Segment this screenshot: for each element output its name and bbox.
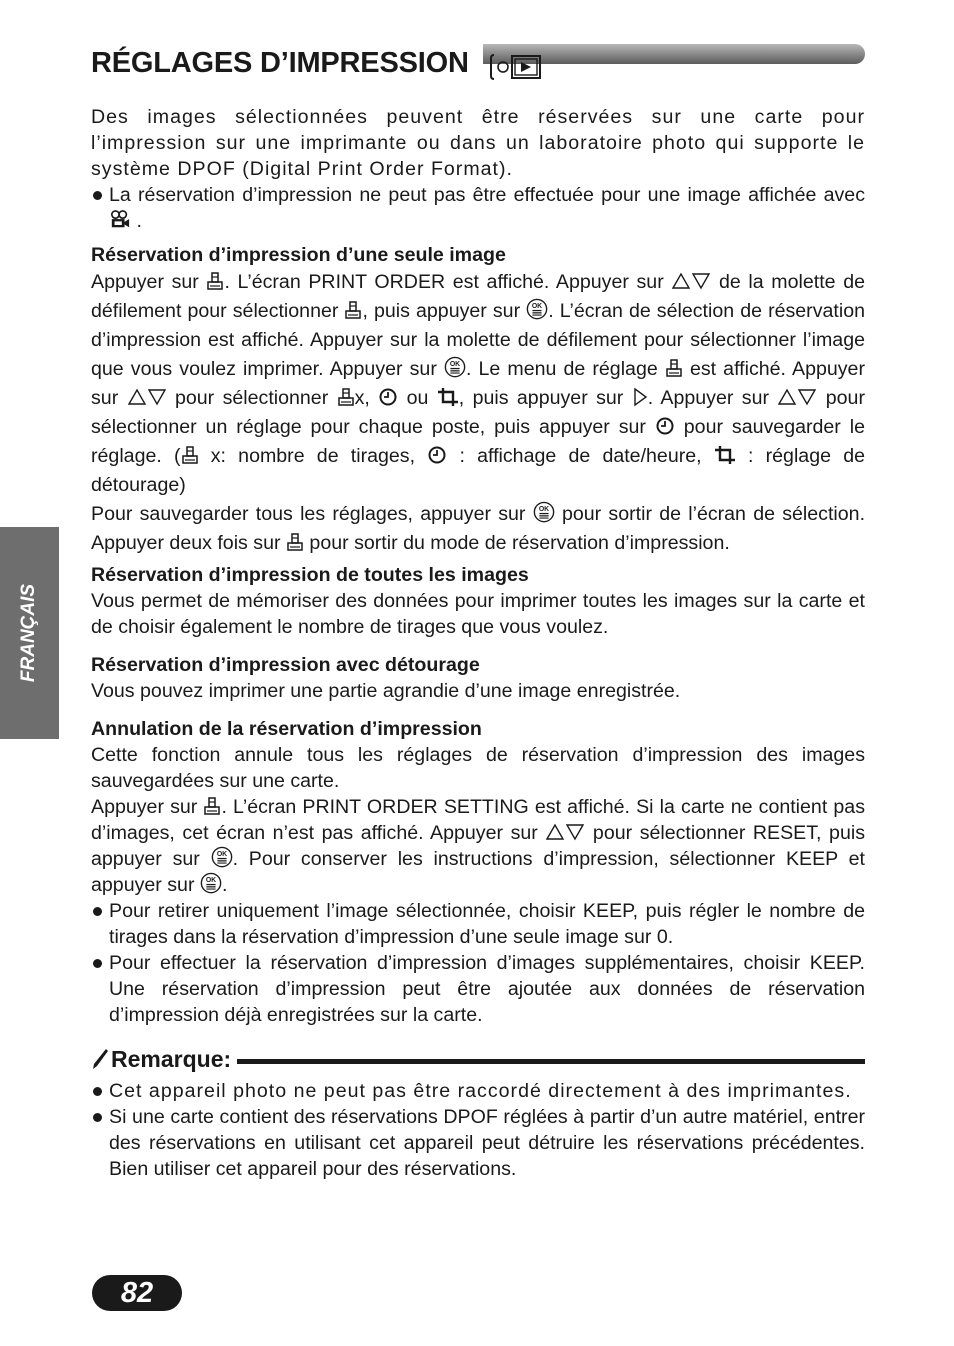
playback-mode-icon [490,53,542,81]
all-paragraph: Vous permet de mémoriser des données pour imprimer toutes les images sur la carte et de choisir également le nombre de tirages que vous voulez. [91,590,865,638]
up-down-arrows-icon [671,271,711,291]
pencil-icon [91,1048,109,1070]
single-heading: Réservation d’impression d’une seule image [91,244,506,266]
print-icon [181,445,199,465]
ok-button-icon [533,501,555,523]
ok-button-icon [200,872,222,894]
clock-icon [378,387,398,407]
cancel-bullet: Pour retirer uniquement l’image sélectionnée, choisir KEEP, puis régler le nombre de tirages dans la réservation d’impression d’une seule image sur 0. [91,898,865,950]
crop-icon [714,445,736,465]
ok-button-icon [211,846,233,868]
up-down-arrows-icon [127,387,167,407]
language-tab [0,527,59,739]
crop-paragraph: Vous pouvez imprimer une partie agrandie d’une image enregistrée. [91,680,681,702]
print-icon [206,271,224,291]
single-paragraph: Appuyer sur . L’écran PRINT ORDER est affiché. Appuyer sur de la molette de défilement pour sélectionner , puis appuyer sur . L’écran de sélection de réservation d’impression est affiché. Appuyer sur la molette de défilement pour sélectionner l’image que vous voulez imprimer. Appuyer sur . Le menu de réglage est affiché. Appuyer sur pour sélectionner x, ou , puis appuyer sur . Appuyer sur pour sélectionner un réglage pour chaque poste, puis appuyer sur pour sauvegarder le réglage. ( x: nombre de tirages, : affichage de date/heure, : réglage de détourage) [91,271,865,496]
note-rule [237,1059,865,1064]
note-bullet: Cet appareil photo ne peut pas être raccordé directement à des imprimantes. [91,1078,865,1104]
crop-icon [437,387,459,407]
note-label: Remarque: [111,1046,232,1072]
intro-bullet: La réservation d’impression ne peut pas être effectuée pour une image affichée avec . [91,182,865,234]
print-icon [337,387,355,407]
all-heading: Réservation d’impression de toutes les images [91,564,529,586]
ok-button-icon [526,298,548,320]
up-down-arrows-icon [777,387,817,407]
clock-icon [655,416,675,436]
language-tab-label: FRANÇAIS [18,583,39,683]
print-icon [344,300,362,320]
right-arrow-icon [632,387,648,407]
print-icon [665,358,683,378]
intro-paragraph: Des images sélectionnées peuvent être réservées sur une carte pour l’impression sur une imprimante ou dans un laboratoire photo qui supporte le système DPOF (Digital Print Order Format). [91,106,865,180]
page-number: 82 [92,1275,182,1311]
print-icon [203,796,221,816]
print-icon [286,532,304,552]
main-content [91,104,865,1182]
up-down-arrows-icon [545,822,585,842]
ok-button-icon [444,356,466,378]
single-paragraph-2: Pour sauvegarder tous les réglages, appuyer sur pour sortir de l’écran de sélection. Appuyer deux fois sur pour sortir du mode de réservation d’impression. [91,503,866,554]
cancel-heading: Annulation de la réservation d’impression [91,718,482,740]
crop-heading: Réservation d’impression avec détourage [91,654,480,676]
clock-icon [427,445,447,465]
cancel-paragraph: Cette fonction annule tous les réglages de réservation d’impression des images sauvegardées sur une carte. [91,744,865,792]
movie-icon [109,210,131,230]
note-header [91,1044,865,1074]
cancel-steps: Appuyer sur . L’écran PRINT ORDER SETTING est affiché. Si la carte ne contient pas d’images, cet écran n’est pas affiché. Appuyer sur pour sélectionner RESET, puis appuyer sur . Pour conserver les instructions d’impression, sélectionner KEEP et appuyer sur . [91,796,865,896]
page-title: RÉGLAGES D’IMPRESSION [91,44,483,82]
note-bullet: Si une carte contient des réservations DPOF réglées à partir d’un autre matériel, entrer des réservations en utilisant cet appareil peut détruire les réservations précédentes. Bien utiliser cet appareil pour des réservations. [91,1104,865,1182]
cancel-bullet: Pour effectuer la réservation d’impression d’images supplémentaires, choisir KEEP. Une réservation d’impression peut être ajoutée aux données de réservation d’impression déjà enregistrées sur la carte. [91,950,865,1028]
